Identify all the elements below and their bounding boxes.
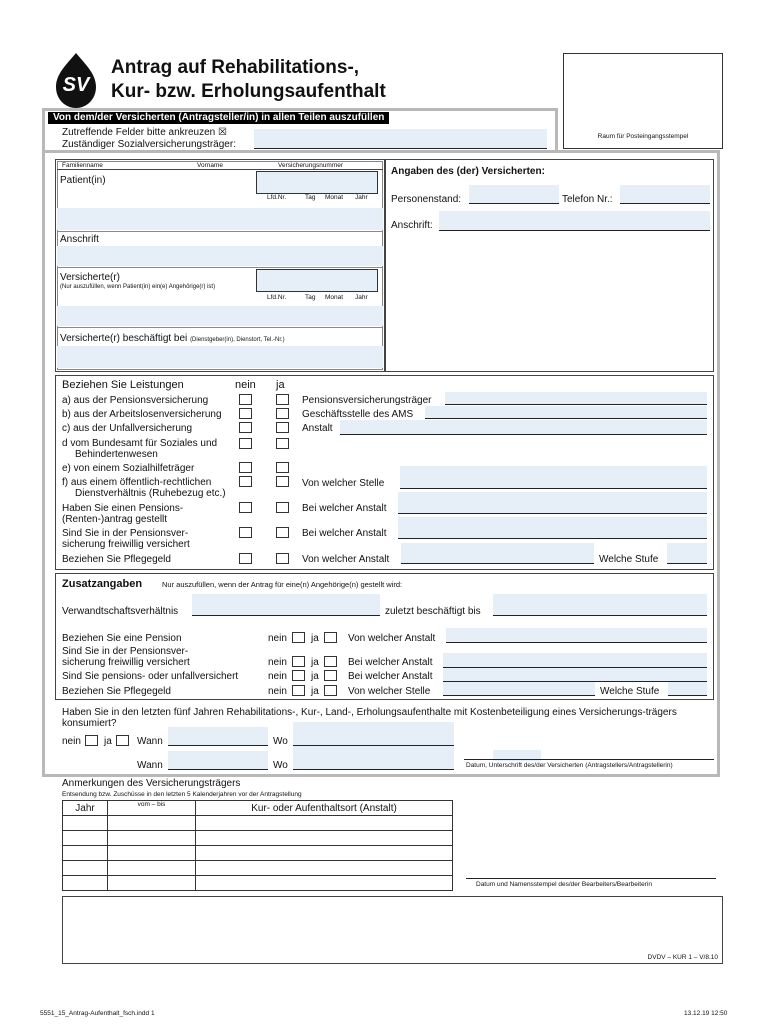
voluntary-insurance-yes-checkbox[interactable] <box>276 527 289 538</box>
benefit-row-label: e) von einem Sozialhilfeträger <box>62 463 195 474</box>
patient-label: Patient(in) <box>60 175 106 186</box>
benefits-title: Beziehen Sie Leistungen <box>62 379 184 391</box>
benefit-row-label: f) aus einem öffentlich-rechtlichen <box>62 477 212 488</box>
relation-label: Verwandtschaftsverhältnis <box>62 606 179 617</box>
additional-no-label: nein <box>268 686 287 697</box>
patient-date-monat: Monat <box>325 194 344 201</box>
benefit-f-no-checkbox[interactable] <box>239 476 252 487</box>
sv-logo-text: SV <box>62 74 90 96</box>
previous-no-label: nein <box>62 736 81 747</box>
pension-institution-input[interactable] <box>446 628 707 643</box>
additional-row-right-label: Bei welcher Anstalt <box>348 671 433 682</box>
previous-stays-question: Haben Sie in den letzten fünf Jahren Rehabilitations-, Kur-, Land-, Erholungsaufenthalte mit Kostenbeteiligung eines Versicherungs-trägers konsumiert? <box>62 707 677 729</box>
history-col-year: Jahr <box>63 801 108 816</box>
benefit-d-no-checkbox[interactable] <box>239 438 252 449</box>
history-year-cell[interactable] <box>63 861 108 876</box>
history-period-cell[interactable] <box>108 816 196 831</box>
form-title-line-2: Kur- bzw. Erholungsaufenthalt <box>111 81 386 102</box>
processor-stamp-label: Datum und Namensstempel des/der Bearbeiters/Bearbeiterin <box>476 881 652 888</box>
applicant-banner: Von dem/der Versicherten (Antragsteller/in) in allen Teilen auszufüllen <box>48 112 389 124</box>
history-row <box>63 831 453 846</box>
carrier-notes-subtitle: Entsendung bzw. Zuschüsse in den letzten 5 Kalenderjahren vor der Antragstellung <box>62 791 302 798</box>
benefit-e-yes-checkbox[interactable] <box>276 462 289 473</box>
history-table <box>62 800 453 891</box>
history-place-cell[interactable] <box>196 831 453 846</box>
benefit-row-right-label: Von welcher Stelle <box>302 478 385 489</box>
benefit-e-no-checkbox[interactable] <box>239 462 252 473</box>
benefit-b-no-checkbox[interactable] <box>239 408 252 419</box>
care-allowance-institution-input[interactable] <box>401 543 594 564</box>
form-code: DVDV – KUR 1 – V/8.10 <box>647 954 718 961</box>
receipt-stamp-label: Raum für Posteingangsstempel <box>597 133 689 140</box>
benefit-row-label-2: Behindertenwesen <box>75 449 158 460</box>
insured-date-monat: Monat <box>325 294 344 301</box>
benefit-row-right-label: Geschäftsstelle des AMS <box>302 409 414 420</box>
phone-input[interactable] <box>620 185 710 204</box>
col-insurance-number: Versicherungsnummer <box>278 162 344 169</box>
additional-row-label-2: sicherung freiwillig versichert <box>62 657 190 668</box>
additional-row-label: Sind Sie in der Pensionsver- <box>62 646 189 657</box>
benefit-a-yes-checkbox[interactable] <box>276 394 289 405</box>
insured-note: (Nur auszufüllen, wenn Patient(in) ein(e) Angehörige(r) ist) <box>60 284 216 290</box>
employer-input[interactable] <box>57 346 383 368</box>
benefit-row-label: Haben Sie einen Pensions- <box>62 503 184 514</box>
last-employed-input[interactable] <box>493 594 707 616</box>
previous-no-checkbox[interactable] <box>85 735 98 746</box>
insured-label: Versicherte(r) <box>60 272 121 283</box>
history-period-cell[interactable] <box>108 861 196 876</box>
additional-row-right-label: Von welcher Stelle <box>348 686 431 697</box>
pension-claim-no-checkbox[interactable] <box>239 502 252 513</box>
voluntary-insurance-institution-input[interactable] <box>398 517 707 539</box>
carrier-notes-title: Anmerkungen des Versicherungsträgers <box>62 778 241 789</box>
where-label-2: Wo <box>273 760 288 771</box>
history-row <box>63 846 453 861</box>
voluntary-no-checkbox[interactable] <box>292 656 305 667</box>
when-label-2: Wann <box>137 760 163 771</box>
additional-no-label: nein <box>268 671 287 682</box>
benefit-c-no-checkbox[interactable] <box>239 422 252 433</box>
benefits-col-no: nein <box>235 379 256 391</box>
insured-no-checkbox[interactable] <box>292 670 305 681</box>
benefit-b-yes-checkbox[interactable] <box>276 408 289 419</box>
history-place-cell[interactable] <box>196 816 453 831</box>
accident-institution-input[interactable] <box>340 420 707 435</box>
voluntary-institution-input[interactable] <box>443 653 707 668</box>
additional-subtitle: Nur auszufüllen, wenn der Antrag für eine(n) Angehörige(n) gestellt wird: <box>162 580 403 589</box>
benefit-row-label-2: (Renten-)antrag gestellt <box>62 514 168 525</box>
care-allowance-yes-checkbox[interactable] <box>276 553 289 564</box>
benefit-row-label: b) aus der Arbeitslosenversicherung <box>62 409 222 420</box>
history-period-cell[interactable] <box>108 831 196 846</box>
history-place-cell[interactable] <box>196 876 453 891</box>
benefit-row-right-label: Anstalt <box>302 423 333 434</box>
footer-file-name: 5551_15_Antrag-Aufenthalt_fsch.indd 1 <box>40 1010 155 1017</box>
additional-yes-label: ja <box>311 657 319 668</box>
care-no-checkbox[interactable] <box>292 685 305 696</box>
benefit-row-right-label: Bei welcher Anstalt <box>302 528 387 539</box>
additional-row-label: Sind Sie pensions- oder unfallversichert <box>62 671 239 682</box>
footer-timestamp: 13.12.19 12:50 <box>684 1010 728 1017</box>
history-year-cell[interactable] <box>63 846 108 861</box>
voluntary-yes-checkbox[interactable] <box>324 656 337 667</box>
benefit-d-yes-checkbox[interactable] <box>276 438 289 449</box>
insured-date-jahr: Jahr <box>355 294 368 301</box>
additional-row-right-label: Bei welcher Anstalt <box>348 657 433 668</box>
employed-note: (Dienstgeber(in), Dienstort, Tel.-Nr.) <box>190 337 285 343</box>
care-allowance-no-checkbox[interactable] <box>239 553 252 564</box>
patient-date-lfd: Lfd.Nr. <box>267 194 287 201</box>
when-input-2[interactable] <box>168 751 268 770</box>
benefit-row-label: Sind Sie in der Pensionsver- <box>62 528 189 539</box>
ams-office-input[interactable] <box>425 406 707 419</box>
benefit-row-right-label: Bei welcher Anstalt <box>302 503 387 514</box>
history-place-cell[interactable] <box>196 861 453 876</box>
insured-institution-input[interactable] <box>443 668 707 682</box>
previous-yes-label: ja <box>104 736 112 747</box>
additional-no-label: nein <box>268 633 287 644</box>
additional-no-label: nein <box>268 657 287 668</box>
insured-address-label: Anschrift: <box>391 220 433 231</box>
care-yes-checkbox[interactable] <box>324 685 337 696</box>
benefit-row-label: c) aus der Unfallversicherung <box>62 423 193 434</box>
benefit-row-label: Beziehen Sie Pflegegeld <box>62 554 171 565</box>
receipt-stamp-area <box>563 53 723 149</box>
additional-yes-label: ja <box>311 671 319 682</box>
additional-yes-label: ja <box>311 633 319 644</box>
additional-row-label: Beziehen Sie eine Pension <box>62 633 182 644</box>
history-year-cell[interactable] <box>63 816 108 831</box>
patient-name-input[interactable] <box>57 208 383 230</box>
benefit-a-no-checkbox[interactable] <box>239 394 252 405</box>
carrier-remarks-box[interactable] <box>62 896 723 964</box>
patient-insurance-number-input[interactable] <box>256 171 378 194</box>
sv-logo <box>53 52 99 110</box>
insured-insurance-number-input[interactable] <box>256 269 378 292</box>
marital-status-input[interactable] <box>469 185 559 204</box>
additional-row-label: Beziehen Sie Pflegegeld <box>62 686 171 697</box>
marital-status-label: Personenstand: <box>391 194 462 205</box>
employed-label-text: Versicherte(r) beschäftigt bei <box>60 333 188 344</box>
additional-row-right-label: Von welcher Anstalt <box>348 633 436 644</box>
additional-level-label: Welche Stufe <box>600 686 660 697</box>
history-row <box>63 816 453 831</box>
benefit-f-yes-checkbox[interactable] <box>276 476 289 487</box>
history-col-period: vom – bis <box>108 801 196 816</box>
insured-info-title: Angaben des (der) Versicherten: <box>391 166 545 177</box>
benefit-row-label-2: Dienstverhältnis (Ruhebezug etc.) <box>75 488 226 499</box>
history-year-cell[interactable] <box>63 876 108 891</box>
carrier-input[interactable] <box>254 139 547 149</box>
pension-carrier-input[interactable] <box>445 392 707 405</box>
history-row <box>63 876 453 891</box>
history-year-cell[interactable] <box>63 831 108 846</box>
history-place-cell[interactable] <box>196 846 453 861</box>
where-label-1: Wo <box>273 736 288 747</box>
benefit-row-right-label: Von welcher Anstalt <box>302 554 390 565</box>
history-row <box>63 861 453 876</box>
patient-address-input[interactable] <box>57 246 383 266</box>
care-level-label: Welche Stufe <box>599 554 659 565</box>
insured-yes-checkbox[interactable] <box>324 670 337 681</box>
tick-hint: Zutreffende Felder bitte ankreuzen ☒ <box>62 127 227 138</box>
when-input-1[interactable] <box>168 727 268 746</box>
insured-date-lfd: Lfd.Nr. <box>267 294 287 301</box>
when-label-1: Wann <box>137 736 163 747</box>
history-col-place: Kur- oder Aufenthaltsort (Anstalt) <box>196 801 453 816</box>
where-input-1[interactable] <box>293 722 454 746</box>
relation-input[interactable] <box>192 594 380 616</box>
carrier-label: Zuständiger Sozialversicherungsträger: <box>62 139 236 150</box>
phone-label: Telefon Nr.: <box>562 194 613 205</box>
benefit-row-label: a) aus der Pensionsversicherung <box>62 395 209 406</box>
col-first-name: Vorname <box>197 162 224 169</box>
pension-no-checkbox[interactable] <box>292 632 305 643</box>
history-period-cell[interactable] <box>108 846 196 861</box>
where-input-2[interactable] <box>293 746 454 770</box>
col-family-name: Familienname <box>62 162 103 169</box>
voluntary-insurance-no-checkbox[interactable] <box>239 527 252 538</box>
insured-name-input[interactable] <box>57 306 383 326</box>
benefit-row-right-label: Pensionsversicherungsträger <box>302 395 432 406</box>
additional-title: Zusatzangaben <box>62 578 143 590</box>
employed-label <box>60 333 285 344</box>
signature-label: Datum, Unterschrift des/der Versicherten (Antragstellers/Antragstellerin) <box>466 762 673 769</box>
insured-date-tag: Tag <box>305 294 316 301</box>
patient-date-jahr: Jahr <box>355 194 368 201</box>
benefit-row-label-2: sicherung freiwillig versichert <box>62 539 190 550</box>
additional-level-input[interactable] <box>668 682 707 696</box>
pension-yes-checkbox[interactable] <box>324 632 337 643</box>
pension-claim-institution-input[interactable] <box>398 492 707 514</box>
form-title-line-1: Antrag auf Rehabilitations-, <box>111 57 360 78</box>
insured-address-input[interactable] <box>439 211 710 231</box>
patient-date-tag: Tag <box>305 194 316 201</box>
benefit-row-label: d vom Bundesamt für Soziales und <box>62 438 218 449</box>
pension-claim-yes-checkbox[interactable] <box>276 502 289 513</box>
last-employed-label: zuletzt beschäftigt bis <box>385 606 481 617</box>
care-office-input[interactable] <box>443 682 595 696</box>
benefit-c-yes-checkbox[interactable] <box>276 422 289 433</box>
patient-address-label: Anschrift <box>60 234 99 245</box>
public-service-office-input[interactable] <box>400 466 707 489</box>
previous-yes-checkbox[interactable] <box>116 735 129 746</box>
care-level-input[interactable] <box>667 543 707 564</box>
benefits-col-yes: ja <box>276 379 285 391</box>
history-period-cell[interactable] <box>108 876 196 891</box>
additional-yes-label: ja <box>311 686 319 697</box>
